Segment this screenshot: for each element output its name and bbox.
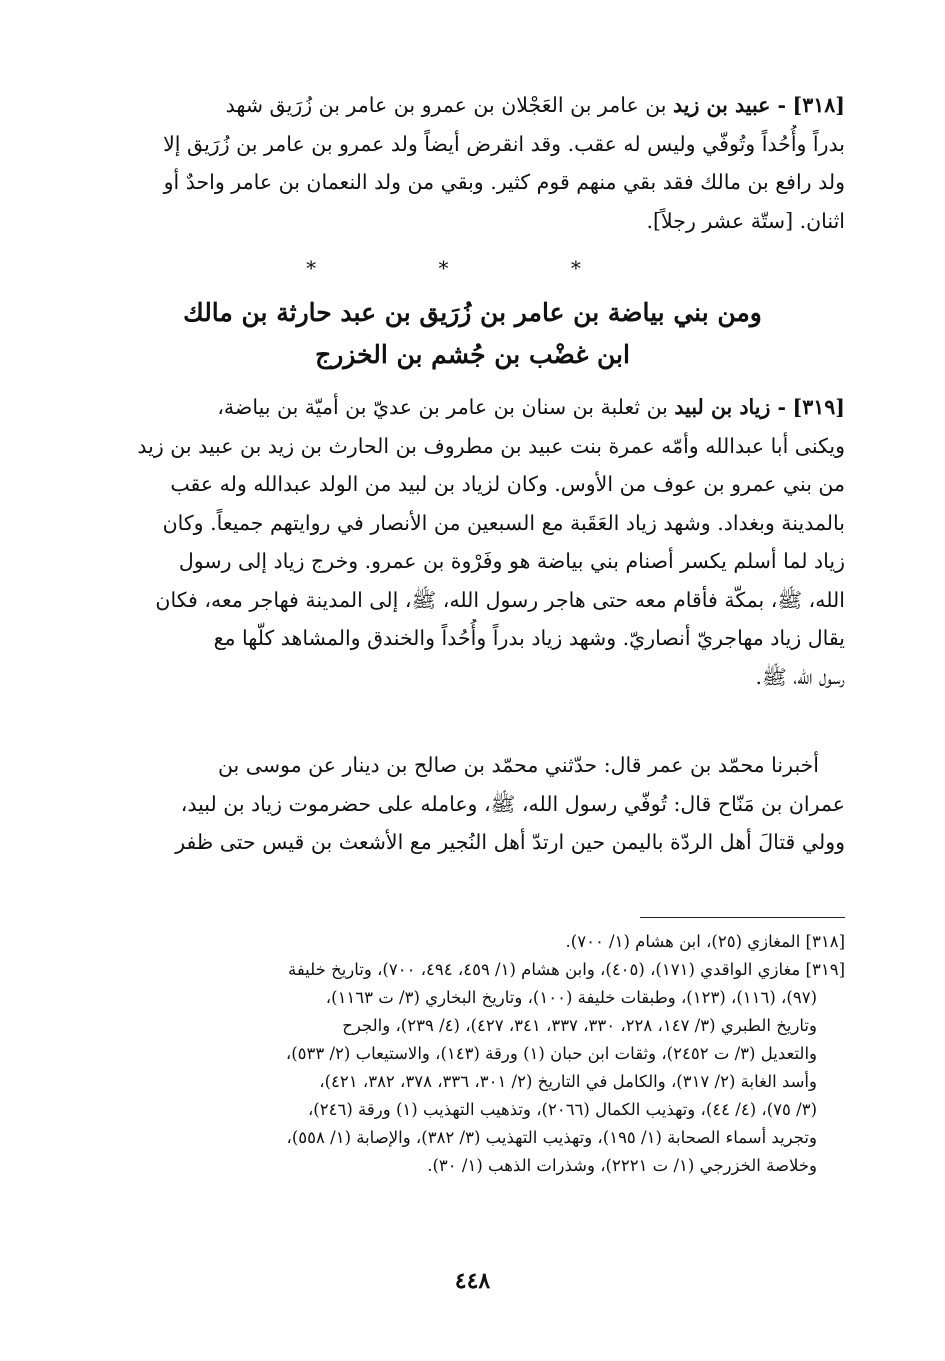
narration-line-3: وولي قتالَ أهل الردّة باليمن حين ارتدّ أهل النُجير مع الأشعث بن قيس حتى ظفر	[175, 830, 845, 854]
footnote-divider	[640, 917, 845, 918]
entry-319-line-5: زياد لما أسلم يكسر أصنام بني بياضة هو وفَرْوة بن عمرو. وخرج زياد إلى رسول	[178, 549, 845, 573]
entry-number: [٣١٨]	[792, 93, 845, 117]
entry-text: بن عامر بن العَجْلان بن عمرو بن عامر بن زُرَيق شهد	[225, 93, 674, 117]
footnote-319-line-5: وأسد الغابة (٢/ ٣١٧)، والكامل في التاريخ (٢/ ٣٠١، ٣٣٦، ٣٧٨، ٣٨٢، ٤٢١)،	[319, 1072, 817, 1091]
section-heading-line-2: ابن غضْب بن جُشم بن الخزرج	[315, 340, 630, 369]
entry-319-line-6: الله، ﷺ، بمكّة فأقام معه حتى هاجر رسول الله، ﷺ، إلى المدينة فهاجر معه، فكان	[155, 587, 845, 612]
entry-318-line-3: ولد رافع بن مالك فقد بقي منهم قوم كثير. وبقي من ولد النعمان بن عامر واحدٌ أو	[163, 170, 845, 194]
entry-319-line-1	[100, 388, 845, 427]
entry-319-line-4: بالمدينة وبغداد. وشهد زياد العَقَبة مع السبعين من الأنصار في روايتهم جميعاً. وكان	[162, 510, 845, 535]
footnote-319-line-6: (٣/ ٧٥)، (٤/ ٤٤)، وتهذيب الكمال (٢٠٦٦)، وتذهيب التهذيب (١) ورقة (٢٤٦)،	[307, 1100, 817, 1119]
footnote-319-line-7: وتجريد أسماء الصحابة (١/ ١٩٥)، وتهذيب التهذيب (٣/ ٣٨٢)، والإصابة (١/ ٥٥٨)،	[286, 1128, 817, 1147]
entry-319	[100, 388, 845, 696]
section-heading	[100, 292, 845, 376]
footnotes	[100, 928, 845, 1180]
footnote-319-line-1: [٣١٩] مغازي الواقدي (١٧١)، (٤٠٥)، وابن هشام (١/ ٤٥٩، ٤٩٤، ٧٠٠)، وتاريخ خليفة	[287, 960, 845, 979]
narration-line-1: أخبرنا محمّد بن عمر قال: حدّثني محمّد بن صالح بن دينار عن موسى بن	[217, 753, 819, 777]
entry-319-line-7: يقال زياد مهاجريّ أنصاريّ. وشهد زياد بدراً وأُحُداً والخندق والمشاهد كلّها مع	[213, 626, 845, 650]
footnote-318: [٣١٨] المغازي (٢٥)، ابن هشام (١/ ٧٠٠).	[565, 932, 845, 951]
footnote-319-line-3: وتاريخ الطبري (٣/ ١٤٧، ٢٢٨، ٣٣٠، ٣٣٧، ٣٤١، ٤٢٧)، (٤/ ٢٣٩)، والجرح	[342, 1016, 817, 1035]
narration-paragraph	[100, 746, 845, 862]
section-heading-line-1: ومن بني بياضة بن عامر بن زُرَيق بن عبد حارثة بن مالك	[183, 298, 762, 327]
entry-person-name: - زياد بن لبيد	[674, 395, 787, 419]
entry-319-line-8: رسول الله، ﷺ.	[755, 664, 845, 689]
entry-318-line-4: اثنان. [ستّة عشر رجلاً].	[646, 208, 845, 233]
entry-text: بن ثعلبة بن سنان بن عامر بن عديّ بن أميّة بن بياضة،	[217, 395, 675, 419]
entry-318	[100, 86, 845, 240]
entry-319-line-3: من بني عمرو بن عوف من الأوس. وكان لزياد بن لبيد من الولد عبدالله وله عقب	[170, 472, 845, 496]
entry-person-name: - عبيد بن زيد	[673, 93, 787, 117]
narration-line-2: عمران بن مَنّاح قال: تُوفّي رسول الله، ﷺ، وعامله على حضرموت زياد بن لبيد،	[180, 791, 845, 816]
page-number: ٤٤٨	[454, 1268, 491, 1294]
entry-319-line-2: ويكنى أبا عبدالله وأمّه عمرة بنت عبيد بن مطروف بن الحارث بن زيد بن عبيد بن زيد	[137, 433, 845, 458]
section-separator: * * *	[306, 256, 639, 280]
footnote-319-line-2: (٩٧)، (١١٦)، (١٢٣)، وطبقات خليفة (١٠٠)، وتاريخ البخاري (٣/ ت ١١٦٣)،	[325, 988, 817, 1007]
footnote-319-line-4: والتعديل (٣/ ت ٢٤٥٢)، وثقات ابن حبان (١) ورقة (١٤٣)، والاستيعاب (٢/ ٥٣٣)،	[285, 1044, 817, 1063]
footnote-319-line-8: وخلاصة الخزرجي (١/ ت ٢٢٢١)، وشذرات الذهب (١/ ٣٠).	[427, 1156, 817, 1175]
entry-318-line-2: بدراً وأُحُداً وتُوفّي وليس له عقب. وقد انقرض أيضاً ولد عمرو بن عامر بن زُرَيق إلا	[163, 131, 845, 156]
entry-number: [٣١٩]	[792, 395, 845, 419]
entry-318-line-1	[100, 86, 845, 125]
